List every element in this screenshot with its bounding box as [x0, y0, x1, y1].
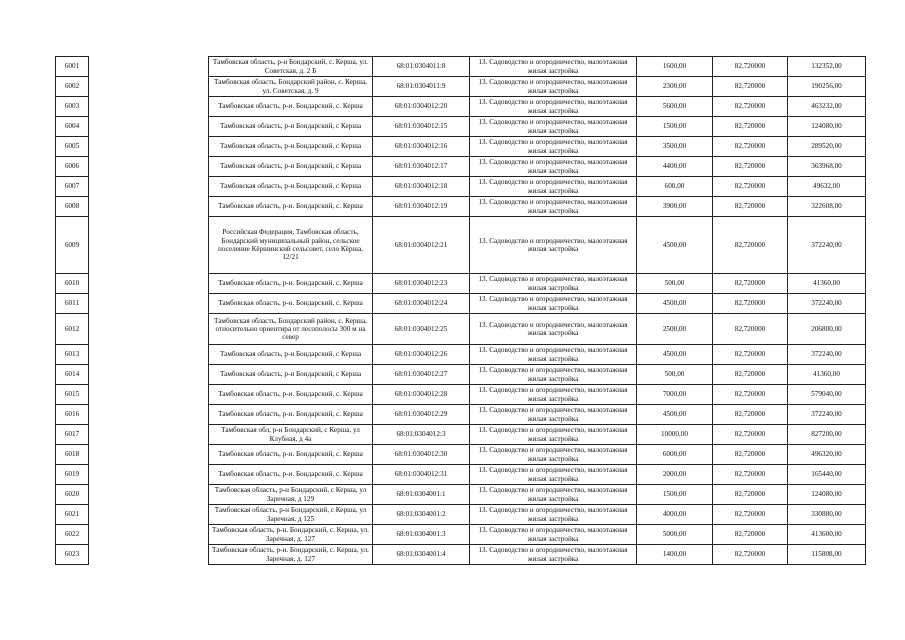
cadastral-value-cell: 372240,00	[788, 405, 866, 425]
land-use-cell: 13. Садоводство и огородничество, малоэтажная жилая застройка	[470, 117, 637, 137]
area-cell: 2500,00	[637, 314, 713, 345]
cadastral-value-cell: 496320,00	[788, 445, 866, 465]
address-cell: Тамбовская область, р-н. Бондарский, с. Керша	[209, 445, 373, 465]
blank-cell	[89, 345, 209, 365]
land-use-cell: 13. Садоводство и огородничество, малоэтажная жилая застройка	[470, 385, 637, 405]
area-cell: 500,00	[637, 274, 713, 294]
blank-cell	[89, 294, 209, 314]
area-cell: 7000,00	[637, 385, 713, 405]
cadastral-value-cell: 289520,00	[788, 137, 866, 157]
land-use-cell: 13. Садоводство и огородничество, малоэтажная жилая застройка	[470, 465, 637, 485]
table-row	[56, 77, 866, 97]
rate-cell: 82,720000	[713, 197, 788, 217]
land-use-cell: 13. Садоводство и огородничество, малоэтажная жилая застройка	[470, 405, 637, 425]
rate-cell: 82,720000	[713, 385, 788, 405]
area-cell: 10000,00	[637, 425, 713, 445]
address-cell: Тамбовская область, р-н Бондарский, с Керша, ул Заречная, д 129	[209, 485, 373, 505]
land-use-cell: 13. Садоводство и огородничество, малоэтажная жилая застройка	[470, 294, 637, 314]
address-cell: Тамбовская область, р-н Бондарский, с. Керша, ул. Советская, д. 2 Б	[209, 57, 373, 77]
land-use-cell: 13. Садоводство и огородничество, малоэтажная жилая застройка	[470, 365, 637, 385]
blank-cell	[89, 545, 209, 565]
rate-cell: 82,720000	[713, 217, 788, 274]
cadastral-value-cell: 372240,00	[788, 294, 866, 314]
area-cell: 2300,00	[637, 77, 713, 97]
cadastral-value-cell: 165440,00	[788, 465, 866, 485]
table-row	[56, 294, 866, 314]
cadastral-number-cell: 68:01:0304012:21	[373, 217, 470, 274]
area-cell: 3900,00	[637, 197, 713, 217]
row-number: 6017	[56, 425, 89, 445]
area-cell: 4000,00	[637, 505, 713, 525]
cadastral-value-cell: 41360,00	[788, 365, 866, 385]
rate-cell: 82,720000	[713, 97, 788, 117]
address-cell: Тамбовская обл, р-н Бондарский, с Керша, ул Клубная, д 4а	[209, 425, 373, 445]
table-row	[56, 445, 866, 465]
cadastral-number-cell: 68:01:0304012:31	[373, 465, 470, 485]
rate-cell: 82,720000	[713, 177, 788, 197]
area-cell: 600,00	[637, 177, 713, 197]
area-cell: 4500,00	[637, 294, 713, 314]
row-number: 6022	[56, 525, 89, 545]
address-cell: Тамбовская область, р-н Бондарский, с Керша	[209, 137, 373, 157]
cadastral-value-cell: 463232,00	[788, 97, 866, 117]
address-cell: Тамбовская область, р-н. Бондарский, с. Керша	[209, 197, 373, 217]
table-body	[56, 57, 866, 565]
land-use-cell: 13. Садоводство и огородничество, малоэтажная жилая застройка	[470, 137, 637, 157]
cadastral-number-cell: 68:01:0304001:4	[373, 545, 470, 565]
rate-cell: 82,720000	[713, 545, 788, 565]
rate-cell: 82,720000	[713, 485, 788, 505]
blank-cell	[89, 485, 209, 505]
row-number: 6002	[56, 77, 89, 97]
area-cell: 5600,00	[637, 97, 713, 117]
cadastral-number-cell: 68:01:0304012:17	[373, 157, 470, 177]
rate-cell: 82,720000	[713, 294, 788, 314]
cadastral-number-cell: 68:01:0304012:27	[373, 365, 470, 385]
row-number: 6004	[56, 117, 89, 137]
land-use-cell: 13. Садоводство и огородничество, малоэтажная жилая застройка	[470, 97, 637, 117]
address-cell: Тамбовская область, р-н. Бондарский, с. Керша	[209, 97, 373, 117]
address-cell: Тамбовская область, р-н. Бондарский, с. Керша	[209, 385, 373, 405]
row-number: 6005	[56, 137, 89, 157]
rate-cell: 82,720000	[713, 365, 788, 385]
cadastral-value-cell: 322608,00	[788, 197, 866, 217]
cadastral-value-cell: 372240,00	[788, 217, 866, 274]
land-use-cell: 13. Садоводство и огородничество, малоэтажная жилая застройка	[470, 545, 637, 565]
land-use-cell: 13. Садоводство и огородничество, малоэтажная жилая застройка	[470, 274, 637, 294]
land-use-cell: 13. Садоводство и огородничество, малоэтажная жилая застройка	[470, 77, 637, 97]
rate-cell: 82,720000	[713, 77, 788, 97]
address-cell: Тамбовская область, Бондарский район, с. Керша, относительно ориентира от лесополосы 300 м на север	[209, 314, 373, 345]
blank-cell	[89, 445, 209, 465]
cadastral-number-cell: 68:01:0304012:16	[373, 137, 470, 157]
blank-cell	[89, 177, 209, 197]
land-use-cell: 13. Садоводство и огородничество, малоэтажная жилая застройка	[470, 217, 637, 274]
cadastral-value-cell: 115808,00	[788, 545, 866, 565]
table-row	[56, 314, 866, 345]
area-cell: 4500,00	[637, 405, 713, 425]
blank-cell	[89, 525, 209, 545]
rate-cell: 82,720000	[713, 525, 788, 545]
cadastral-value-cell: 827200,00	[788, 425, 866, 445]
row-number: 6007	[56, 177, 89, 197]
address-cell: Российская Федерация, Тамбовская область, Бондарский муниципальный район, сельское поселение Кёршинский сельсовет, село Кёрша, 12/21	[209, 217, 373, 274]
rate-cell: 82,720000	[713, 137, 788, 157]
row-number: 6001	[56, 57, 89, 77]
rate-cell: 82,720000	[713, 465, 788, 485]
cadastral-value-cell: 124080,00	[788, 485, 866, 505]
cadastral-value-cell: 579040,00	[788, 385, 866, 405]
cadastral-value-cell: 41360,00	[788, 274, 866, 294]
land-use-cell: 13. Садоводство и огородничество, малоэтажная жилая застройка	[470, 345, 637, 365]
rate-cell: 82,720000	[713, 314, 788, 345]
cadastral-number-cell: 68:01:0304011:8	[373, 57, 470, 77]
area-cell: 5000,00	[637, 525, 713, 545]
row-number: 6019	[56, 465, 89, 485]
table-row	[56, 137, 866, 157]
cadastral-value-cell: 363968,00	[788, 157, 866, 177]
land-use-cell: 13. Садоводство и огородничество, малоэтажная жилая застройка	[470, 177, 637, 197]
cadastral-number-cell: 68:01:0304001:1	[373, 485, 470, 505]
row-number: 6008	[56, 197, 89, 217]
table-row	[56, 197, 866, 217]
address-cell: Тамбовская область, р-н Бондарский, с Керша	[209, 177, 373, 197]
address-cell: Тамбовская область, р-н Бондарский, с Керша	[209, 345, 373, 365]
area-cell: 1500,00	[637, 485, 713, 505]
blank-cell	[89, 77, 209, 97]
cadastral-value-table	[55, 56, 866, 565]
blank-cell	[89, 505, 209, 525]
table-row	[56, 425, 866, 445]
table-row	[56, 485, 866, 505]
table-row	[56, 545, 866, 565]
row-number: 6006	[56, 157, 89, 177]
land-use-cell: 13. Садоводство и огородничество, малоэтажная жилая застройка	[470, 157, 637, 177]
area-cell: 4500,00	[637, 345, 713, 365]
rate-cell: 82,720000	[713, 345, 788, 365]
cadastral-number-cell: 68:01:0304012:19	[373, 197, 470, 217]
row-number: 6023	[56, 545, 89, 565]
cadastral-value-cell: 49632,00	[788, 177, 866, 197]
cadastral-number-cell: 68:01:0304001:2	[373, 505, 470, 525]
cadastral-number-cell: 68:01:0304012:30	[373, 445, 470, 465]
area-cell: 4500,00	[637, 217, 713, 274]
rate-cell: 82,720000	[713, 274, 788, 294]
table-row	[56, 345, 866, 365]
address-cell: Тамбовская область, р-н Бондарский, с Керша	[209, 157, 373, 177]
row-number: 6013	[56, 345, 89, 365]
cadastral-number-cell: 68:01:0304012:15	[373, 117, 470, 137]
area-cell: 2000,00	[637, 465, 713, 485]
land-use-cell: 13. Садоводство и огородничество, малоэтажная жилая застройка	[470, 197, 637, 217]
blank-cell	[89, 314, 209, 345]
cadastral-number-cell: 68:01:0304012:18	[373, 177, 470, 197]
row-number: 6015	[56, 385, 89, 405]
row-number: 6021	[56, 505, 89, 525]
address-cell: Тамбовская область, р-н. Бондарский, с. Керша	[209, 274, 373, 294]
table-row	[56, 274, 866, 294]
rate-cell: 82,720000	[713, 57, 788, 77]
table-row	[56, 57, 866, 77]
area-cell: 4400,00	[637, 157, 713, 177]
table-row	[56, 465, 866, 485]
rate-cell: 82,720000	[713, 117, 788, 137]
cadastral-number-cell: 68:01:0304012:23	[373, 274, 470, 294]
blank-cell	[89, 137, 209, 157]
table-row	[56, 157, 866, 177]
blank-cell	[89, 274, 209, 294]
blank-cell	[89, 97, 209, 117]
row-number: 6016	[56, 405, 89, 425]
table-row	[56, 405, 866, 425]
area-cell: 6000,00	[637, 445, 713, 465]
blank-cell	[89, 117, 209, 137]
rate-cell: 82,720000	[713, 157, 788, 177]
row-number: 6012	[56, 314, 89, 345]
blank-cell	[89, 365, 209, 385]
rate-cell: 82,720000	[713, 445, 788, 465]
cadastral-number-cell: 68:01:0304012:24	[373, 294, 470, 314]
cadastral-value-cell: 124080,00	[788, 117, 866, 137]
area-cell: 3500,00	[637, 137, 713, 157]
blank-cell	[89, 405, 209, 425]
cadastral-number-cell: 68:01:0304001:3	[373, 525, 470, 545]
address-cell: Тамбовская область, р-н Бондарский, с Керша	[209, 365, 373, 385]
cadastral-value-cell: 206800,00	[788, 314, 866, 345]
address-cell: Тамбовская область, р-н. Бондарский, с. Керша, ул. Заречная, д. 127	[209, 525, 373, 545]
cadastral-number-cell: 68:01:0304011:9	[373, 77, 470, 97]
rate-cell: 82,720000	[713, 405, 788, 425]
row-number: 6018	[56, 445, 89, 465]
land-use-cell: 13. Садоводство и огородничество, малоэтажная жилая застройка	[470, 425, 637, 445]
cadastral-number-cell: 68:01:0304012:26	[373, 345, 470, 365]
table-row	[56, 97, 866, 117]
row-number: 6009	[56, 217, 89, 274]
cadastral-value-cell: 372240,00	[788, 345, 866, 365]
rate-cell: 82,720000	[713, 505, 788, 525]
cadastral-number-cell: 68:01:0304012:28	[373, 385, 470, 405]
address-cell: Тамбовская область, р-н. Бондарский, с. Керша, ул. Заречная, д. 127	[209, 545, 373, 565]
address-cell: Тамбовская область, Бондарский район, с. Керша, ул. Советская, д. 9	[209, 77, 373, 97]
address-cell: Тамбовская область, р-н Бондарский, с Керша, ул Заречная, д 125	[209, 505, 373, 525]
cadastral-value-cell: 132352,00	[788, 57, 866, 77]
address-cell: Тамбовская область, р-н. Бондарский, с. Керша	[209, 405, 373, 425]
cadastral-value-cell: 330880,00	[788, 505, 866, 525]
blank-cell	[89, 157, 209, 177]
cadastral-number-cell: 68:01:0304012:29	[373, 405, 470, 425]
table-row	[56, 505, 866, 525]
row-number: 6014	[56, 365, 89, 385]
cadastral-number-cell: 68:01:0304012:20	[373, 97, 470, 117]
blank-cell	[89, 385, 209, 405]
cadastral-value-cell: 413600,00	[788, 525, 866, 545]
area-cell: 1500,00	[637, 117, 713, 137]
table-row	[56, 525, 866, 545]
cadastral-number-cell: 68:01:0304012:3	[373, 425, 470, 445]
rate-cell: 82,720000	[713, 425, 788, 445]
row-number: 6003	[56, 97, 89, 117]
table-row	[56, 117, 866, 137]
land-use-cell: 13. Садоводство и огородничество, малоэтажная жилая застройка	[470, 314, 637, 345]
area-cell: 1400,00	[637, 545, 713, 565]
blank-cell	[89, 217, 209, 274]
address-cell: Тамбовская область, р-н. Бондарский, с. Керша	[209, 294, 373, 314]
address-cell: Тамбовская область, р-н Бондарский, с Керша	[209, 117, 373, 137]
area-cell: 1600,00	[637, 57, 713, 77]
land-use-cell: 13. Садоводство и огородничество, малоэтажная жилая застройка	[470, 445, 637, 465]
blank-cell	[89, 197, 209, 217]
blank-cell	[89, 57, 209, 77]
cadastral-number-cell: 68:01:0304012:25	[373, 314, 470, 345]
land-use-cell: 13. Садоводство и огородничество, малоэтажная жилая застройка	[470, 57, 637, 77]
table-row	[56, 217, 866, 274]
blank-cell	[89, 465, 209, 485]
table-row	[56, 177, 866, 197]
land-use-cell: 13. Садоводство и огородничество, малоэтажная жилая застройка	[470, 485, 637, 505]
address-cell: Тамбовская область, р-н. Бондарский, с. Керша	[209, 465, 373, 485]
row-number: 6020	[56, 485, 89, 505]
table-row	[56, 385, 866, 405]
land-use-cell: 13. Садоводство и огородничество, малоэтажная жилая застройка	[470, 505, 637, 525]
row-number: 6010	[56, 274, 89, 294]
land-use-cell: 13. Садоводство и огородничество, малоэтажная жилая застройка	[470, 525, 637, 545]
blank-cell	[89, 425, 209, 445]
area-cell: 500,00	[637, 365, 713, 385]
row-number: 6011	[56, 294, 89, 314]
table-row	[56, 365, 866, 385]
cadastral-value-cell: 190256,00	[788, 77, 866, 97]
